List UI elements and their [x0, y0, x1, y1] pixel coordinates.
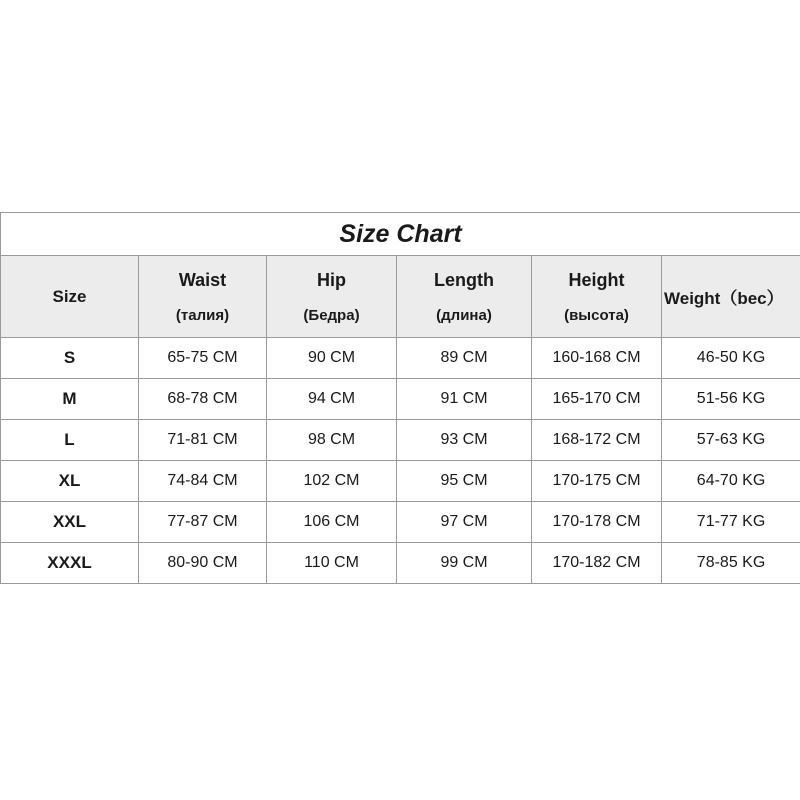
waist-cell: 74-84 CM — [139, 461, 267, 502]
length-cell: 95 CM — [397, 461, 532, 502]
length-cell: 97 CM — [397, 502, 532, 543]
size-cell: L — [1, 420, 139, 461]
header-height — [532, 256, 662, 338]
length-cell: 93 CM — [397, 420, 532, 461]
header-waist — [139, 256, 267, 338]
header-waist-en: Waist — [178, 269, 227, 290]
weight-cell: 78-85 KG — [662, 543, 800, 584]
weight-cell: 64-70 KG — [662, 461, 800, 502]
hip-cell: 94 CM — [267, 379, 397, 420]
waist-cell: 80-90 CM — [139, 543, 267, 584]
header-hip-en: Hip — [317, 269, 346, 290]
header-size: Size — [1, 256, 139, 338]
waist-cell: 68-78 CM — [139, 379, 267, 420]
height-cell: 168-172 CM — [532, 420, 662, 461]
table-row — [1, 543, 800, 584]
size-cell: S — [1, 338, 139, 379]
hip-cell: 106 CM — [267, 502, 397, 543]
header-height-en: Height — [568, 269, 625, 290]
table-row — [1, 502, 800, 543]
size-cell: XXXL — [1, 543, 139, 584]
table-row — [1, 338, 800, 379]
weight-cell: 46-50 KG — [662, 338, 800, 379]
header-weight: Weight（bec） — [662, 256, 800, 338]
height-cell: 170-182 CM — [532, 543, 662, 584]
title-row — [1, 213, 800, 256]
height-cell: 170-178 CM — [532, 502, 662, 543]
header-waist-ru: (талия) — [175, 306, 230, 324]
header-height-ru: (высота) — [564, 306, 629, 324]
weight-cell: 57-63 KG — [662, 420, 800, 461]
height-cell: 170-175 CM — [532, 461, 662, 502]
header-length — [397, 256, 532, 338]
weight-cell: 51-56 KG — [662, 379, 800, 420]
length-cell: 89 CM — [397, 338, 532, 379]
table-row — [1, 461, 800, 502]
hip-cell: 102 CM — [267, 461, 397, 502]
table-row — [1, 420, 800, 461]
header-length-en: Length — [434, 269, 494, 290]
waist-cell: 77-87 CM — [139, 502, 267, 543]
size-cell: XL — [1, 461, 139, 502]
length-cell: 99 CM — [397, 543, 532, 584]
header-hip-ru: (Бедра) — [303, 306, 360, 324]
size-chart-table — [0, 212, 800, 584]
header-row — [1, 256, 800, 338]
length-cell: 91 CM — [397, 379, 532, 420]
header-hip — [267, 256, 397, 338]
waist-cell: 65-75 CM — [139, 338, 267, 379]
height-cell: 165-170 CM — [532, 379, 662, 420]
hip-cell: 90 CM — [267, 338, 397, 379]
header-length-ru: (длина) — [436, 306, 492, 324]
size-cell: XXL — [1, 502, 139, 543]
table-row — [1, 379, 800, 420]
size-cell: M — [1, 379, 139, 420]
hip-cell: 98 CM — [267, 420, 397, 461]
table-title: Size Chart — [1, 213, 800, 256]
weight-cell: 71-77 KG — [662, 502, 800, 543]
waist-cell: 71-81 CM — [139, 420, 267, 461]
height-cell: 160-168 CM — [532, 338, 662, 379]
hip-cell: 110 CM — [267, 543, 397, 584]
